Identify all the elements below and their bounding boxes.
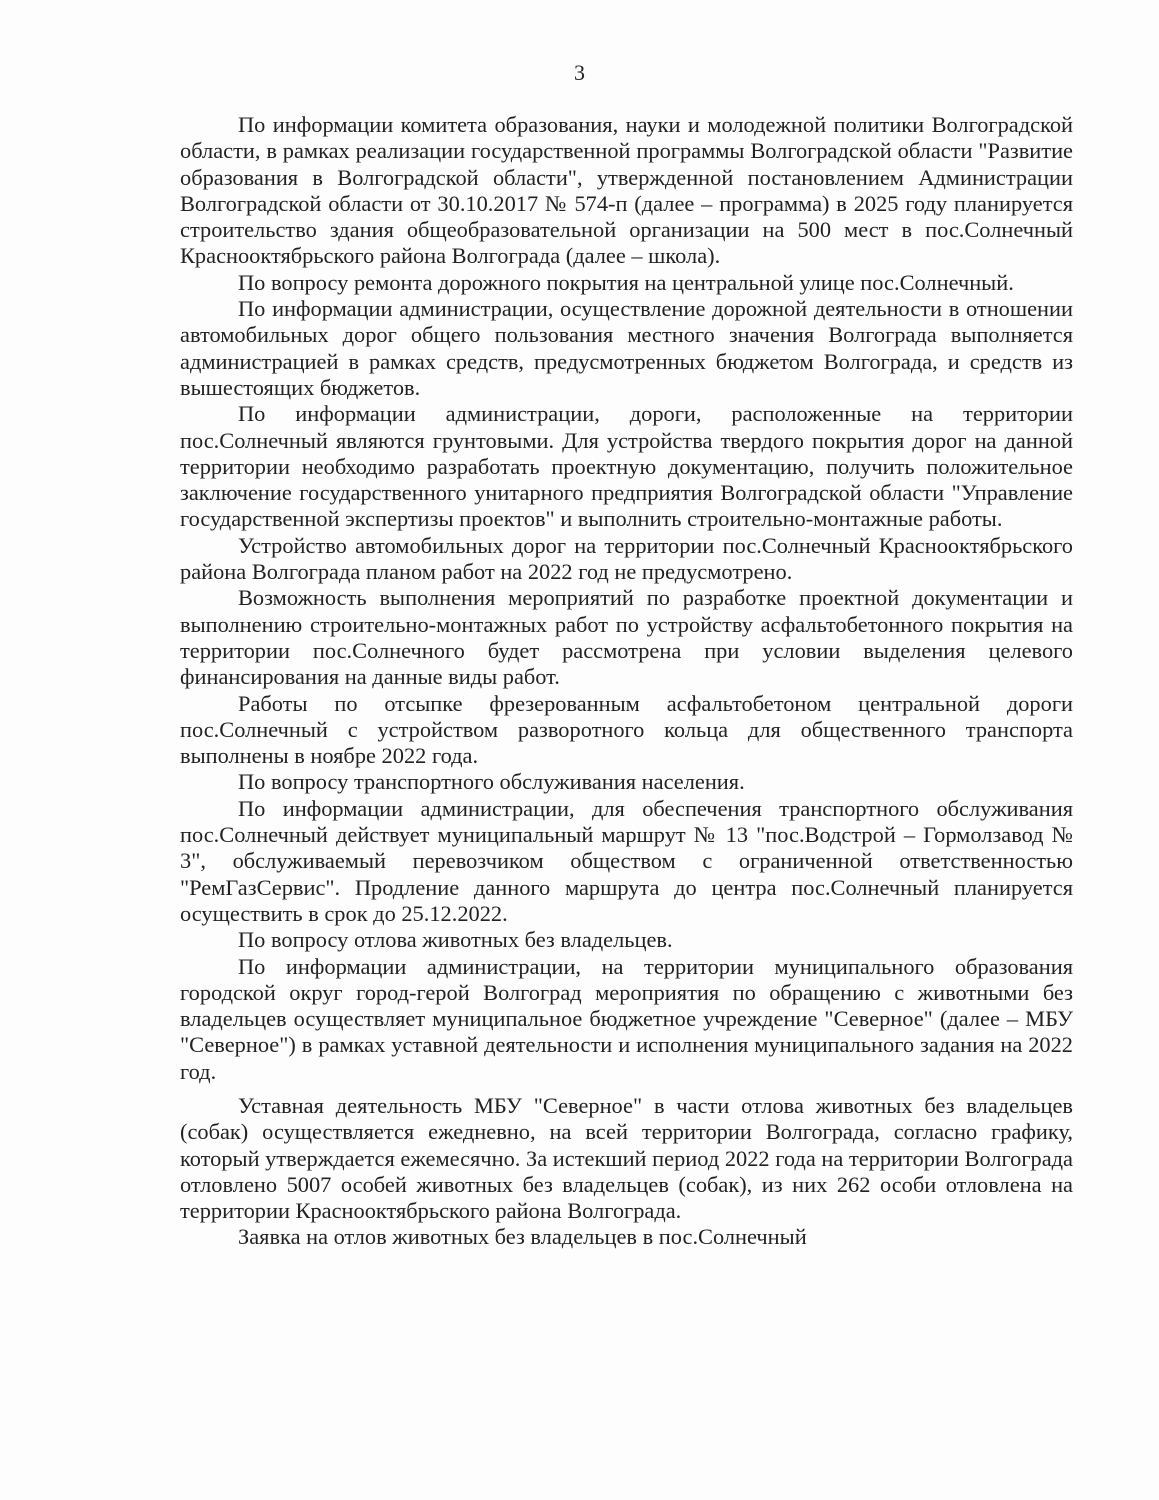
paragraph-road-activity: По информации администрации, осуществление дорожной деятельности в отношении автомобильных дорог общего пользования местного значения Волгограда выполняется администрацией в рамках средств, предусмотренных бюджетом Волгограда, и средств из вышестоящих бюджетов. xyxy=(180,296,1073,400)
paragraph-capture-request: Заявка на отлов животных без владельцев в пос.Солнечный xyxy=(238,1224,807,1250)
document-body xyxy=(180,112,1073,1251)
paragraph-transport-question: По вопросу транспортного обслуживания населения. xyxy=(238,769,745,795)
paragraph-bus-route: По информации администрации, для обеспечения транспортного обслуживания пос.Солнечный действует муниципальный маршрут № 13 "пос.Водстрой – Гормолзавод № 3", обслуживаемый перевозчиком обществом с ограниченной ответственностью "РемГазСервис". Продление данного маршрута до центра пос.Солнечный планируется осуществить в срок до 25.12.2022. xyxy=(180,795,1073,926)
paragraph-mbu-severnoe: По информации администрации, на территории муниципального образования городской округ город-герой Волгоград мероприятия по обращению с животными без владельцев осуществляет муниципальное бюджетное учреждение "Северное" (далее – МБУ "Северное") в рамках уставной деятельности и исполнения муниципального задания на 2022 год. xyxy=(180,953,1073,1084)
paragraph-financing-condition: Возможность выполнения мероприятий по разработке проектной документации и выполнению строительно-монтажных работ по устройству асфальтобетонного покрытия на территории пос.Солнечного будет рассмотрена при условии выделения целевого финансирования на данные виды работ. xyxy=(180,585,1073,690)
page-number: 3 xyxy=(574,60,585,85)
paragraph-dirt-roads: По информации администрации, дороги, расположенные на территории пос.Солнечный являются грунтовыми. Для устройства твердого покрытия дорог на данной территории необходимо разработать проектную документацию, получить положительное заключение государственного унитарного предприятия Волгоградской области "Управление государственной экспертизы проектов" и выполнить строительно-монтажные работы. xyxy=(180,401,1073,532)
paragraph-animal-capture-stats: Уставная деятельность МБУ "Северное" в части отлова животных без владельцев (собак) осуществляется ежедневно, на всей территории Волгограда, согласно графику, который утверждается ежемесячно. За истекший период 2022 года на территории Волгограда отловлено 5007 особей животных без владельцев (собак), из них 262 особи отловлена на территории Краснооктябрьского района Волгограда. xyxy=(180,1092,1073,1224)
paragraph-animals-question: По вопросу отлова животных без владельцев. xyxy=(238,927,673,953)
paragraph-road-repair-question: По вопросу ремонта дорожного покрытия на центральной улице пос.Солнечный. xyxy=(238,269,1014,295)
paragraph-road-plan-2022: Устройство автомобильных дорог на территории пос.Солнечный Краснооктябрьского района Волгограда планом работ на 2022 год не предусмотрено. xyxy=(180,532,1073,585)
paragraph-milled-asphalt: Работы по отсыпке фрезерованным асфальтобетоном центральной дороги пос.Солнечный с устройством разворотного кольца для общественного транспорта выполнены в ноябре 2022 года. xyxy=(180,690,1073,769)
paragraph-education-program: По информации комитета образования, науки и молодежной политики Волгоградской области, в рамках реализации государственной программы Волгоградской области "Развитие образования в Волгоградской области", утвержденной постановлением Администрации Волгоградской области от 30.10.2017 № 574-п (далее – программа) в 2025 году планируется строительство здания общеобразовательной организации на 500 мест в пос.Солнечный Краснооктябрьского района Волгограда (далее – школа). xyxy=(180,112,1073,269)
